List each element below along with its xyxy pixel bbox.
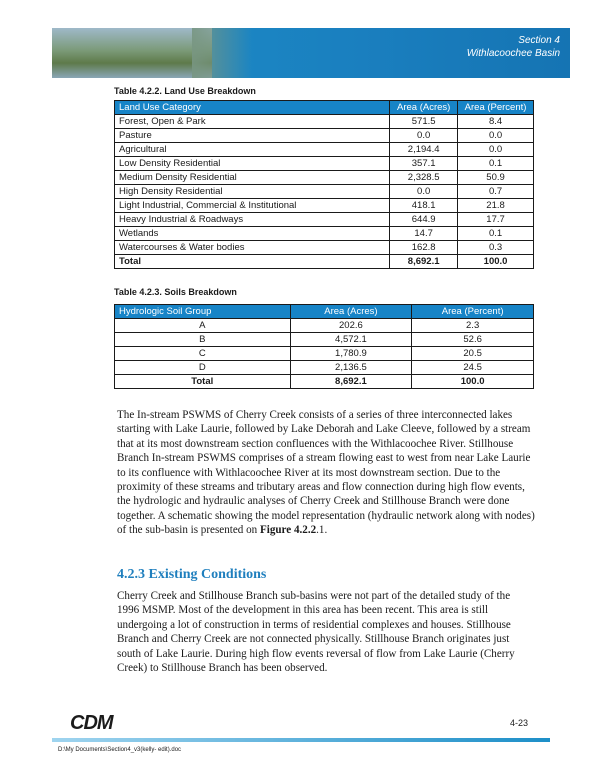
table-cell: 20.5 bbox=[412, 347, 534, 361]
paragraph-text-end: .1. bbox=[316, 524, 328, 537]
table-row bbox=[115, 347, 534, 361]
table-cell: 0.0 bbox=[390, 185, 458, 199]
table-cell: 0.1 bbox=[458, 227, 534, 241]
table-cell: 644.9 bbox=[390, 213, 458, 227]
table-cell: 52.6 bbox=[412, 333, 534, 347]
table-cell: Light Industrial, Commercial & Institutional bbox=[115, 199, 390, 213]
table-cell: Medium Density Residential bbox=[115, 171, 390, 185]
basin-name: Withlacoochee Basin bbox=[466, 48, 560, 59]
table-cell: 418.1 bbox=[390, 199, 458, 213]
table-cell: 8,692.1 bbox=[390, 255, 458, 269]
table-row bbox=[115, 361, 534, 375]
column-header: Area (Acres) bbox=[290, 305, 412, 319]
table-cell: 2.3 bbox=[412, 319, 534, 333]
table-cell: High Density Residential bbox=[115, 185, 390, 199]
table-cell: Low Density Residential bbox=[115, 157, 390, 171]
column-header: Hydrologic Soil Group bbox=[115, 305, 291, 319]
table-header-row bbox=[115, 101, 534, 115]
table-cell: Total bbox=[115, 375, 291, 389]
table-row bbox=[115, 227, 534, 241]
table-cell: 0.0 bbox=[390, 129, 458, 143]
table-cell: 50.9 bbox=[458, 171, 534, 185]
table-row bbox=[115, 319, 534, 333]
column-header: Land Use Category bbox=[115, 101, 390, 115]
table-cell: C bbox=[115, 347, 291, 361]
header-section-label bbox=[467, 34, 560, 60]
table-cell: 14.7 bbox=[390, 227, 458, 241]
table-cell: 0.1 bbox=[458, 157, 534, 171]
table-row bbox=[115, 213, 534, 227]
table-cell: 8,692.1 bbox=[290, 375, 412, 389]
table-row bbox=[115, 199, 534, 213]
paragraph-text: The In-stream PSWMS of Cherry Creek consists of a series of three interconnected lakes starting with Lake Laurie, followed by Lake Deborah and Lake Cleeve, followed by a stream that at its most downstream section confluences with the Withlacoochee River. Stillhouse Branch In-stream PSWMS comprises of a stream flowing east to west from near Lake Laurie to its confluence with Withlacoochee River at its most downstream section. Due to the proximity of these streams and tributary areas and flow connection during high flow events, the hydrologic and hydraulic analyses of Cherry Creek and Stillhouse Branch were done together. A schematic showing the model representation (hydraulic network along with nodes) of the sub-basin is presented on bbox=[117, 409, 535, 537]
table-total-row bbox=[115, 255, 534, 269]
column-header: Area (Acres) bbox=[390, 101, 458, 115]
table-cell: 2,328.5 bbox=[390, 171, 458, 185]
table-cell: 0.7 bbox=[458, 185, 534, 199]
table-cell: 2,194.4 bbox=[390, 143, 458, 157]
body-paragraph-2: Cherry Creek and Stillhouse Branch sub-basins were not part of the detailed study of the 1996 MSMP. Most of the development in this area has been recent. This area is still undergoing a lot of construction in terms of residential complexes and houses. Stillhouse Branch and Cherry Creek are not connected physically. Stillhouse Branch originates just south of Lake Laurie. During high flow events reversal of flow from Lake Laurie (Cherry Creek) to Stillhouse Branch has been observed. bbox=[117, 590, 515, 675]
table-cell: 202.6 bbox=[290, 319, 412, 333]
table-cell: 100.0 bbox=[412, 375, 534, 389]
table-cell: 2,136.5 bbox=[290, 361, 412, 375]
table-cell: Pasture bbox=[115, 129, 390, 143]
body-paragraph-1 bbox=[117, 408, 535, 538]
table-row bbox=[115, 171, 534, 185]
page-header bbox=[52, 28, 570, 78]
table-cell: 0.0 bbox=[458, 143, 534, 157]
table1-caption: Table 4.2.2. Land Use Breakdown bbox=[114, 86, 256, 96]
table-cell: Forest, Open & Park bbox=[115, 115, 390, 129]
table-header-row bbox=[115, 305, 534, 319]
table-total-row bbox=[115, 375, 534, 389]
page-number: 4-23 bbox=[509, 718, 528, 728]
table-row bbox=[115, 129, 534, 143]
table-row bbox=[115, 185, 534, 199]
table-cell: 162.8 bbox=[390, 241, 458, 255]
table-cell: 100.0 bbox=[458, 255, 534, 269]
cdm-logo: CDM bbox=[70, 712, 113, 734]
soils-table bbox=[114, 304, 534, 389]
table-cell: 8.4 bbox=[458, 115, 534, 129]
table-row bbox=[115, 143, 534, 157]
table-cell: 17.7 bbox=[458, 213, 534, 227]
table-cell: 1,780.9 bbox=[290, 347, 412, 361]
column-header: Area (Percent) bbox=[458, 101, 534, 115]
table-row bbox=[115, 115, 534, 129]
land-use-table bbox=[114, 100, 534, 269]
table-cell: 21.8 bbox=[458, 199, 534, 213]
document-path: D:\My Documents\Section4_v3(kelly- edit).doc bbox=[58, 747, 182, 753]
table-cell: Agricultural bbox=[115, 143, 390, 157]
figure-reference: Figure 4.2.2 bbox=[259, 524, 317, 537]
section-number: Section 4 bbox=[518, 35, 560, 46]
column-header: Area (Percent) bbox=[412, 305, 534, 319]
table-cell: 0.0 bbox=[458, 129, 534, 143]
table-cell: 357.1 bbox=[390, 157, 458, 171]
table-row bbox=[115, 333, 534, 347]
footer-divider bbox=[52, 738, 550, 742]
table-cell: 24.5 bbox=[412, 361, 534, 375]
header-river-photo bbox=[52, 28, 212, 78]
table-cell: Heavy Industrial & Roadways bbox=[115, 213, 390, 227]
table-cell: D bbox=[115, 361, 291, 375]
table-cell: 4,572.1 bbox=[290, 333, 412, 347]
table-cell: Watercourses & Water bodies bbox=[115, 241, 390, 255]
table-cell: Total bbox=[115, 255, 390, 269]
table-row bbox=[115, 241, 534, 255]
table-cell: B bbox=[115, 333, 291, 347]
table2-caption: Table 4.2.3. Soils Breakdown bbox=[114, 287, 237, 297]
table-cell: A bbox=[115, 319, 291, 333]
table-row bbox=[115, 157, 534, 171]
section-heading: 4.2.3 Existing Conditions bbox=[117, 567, 267, 582]
table-cell: 0.3 bbox=[458, 241, 534, 255]
table-cell: Wetlands bbox=[115, 227, 390, 241]
table-cell: 571.5 bbox=[390, 115, 458, 129]
